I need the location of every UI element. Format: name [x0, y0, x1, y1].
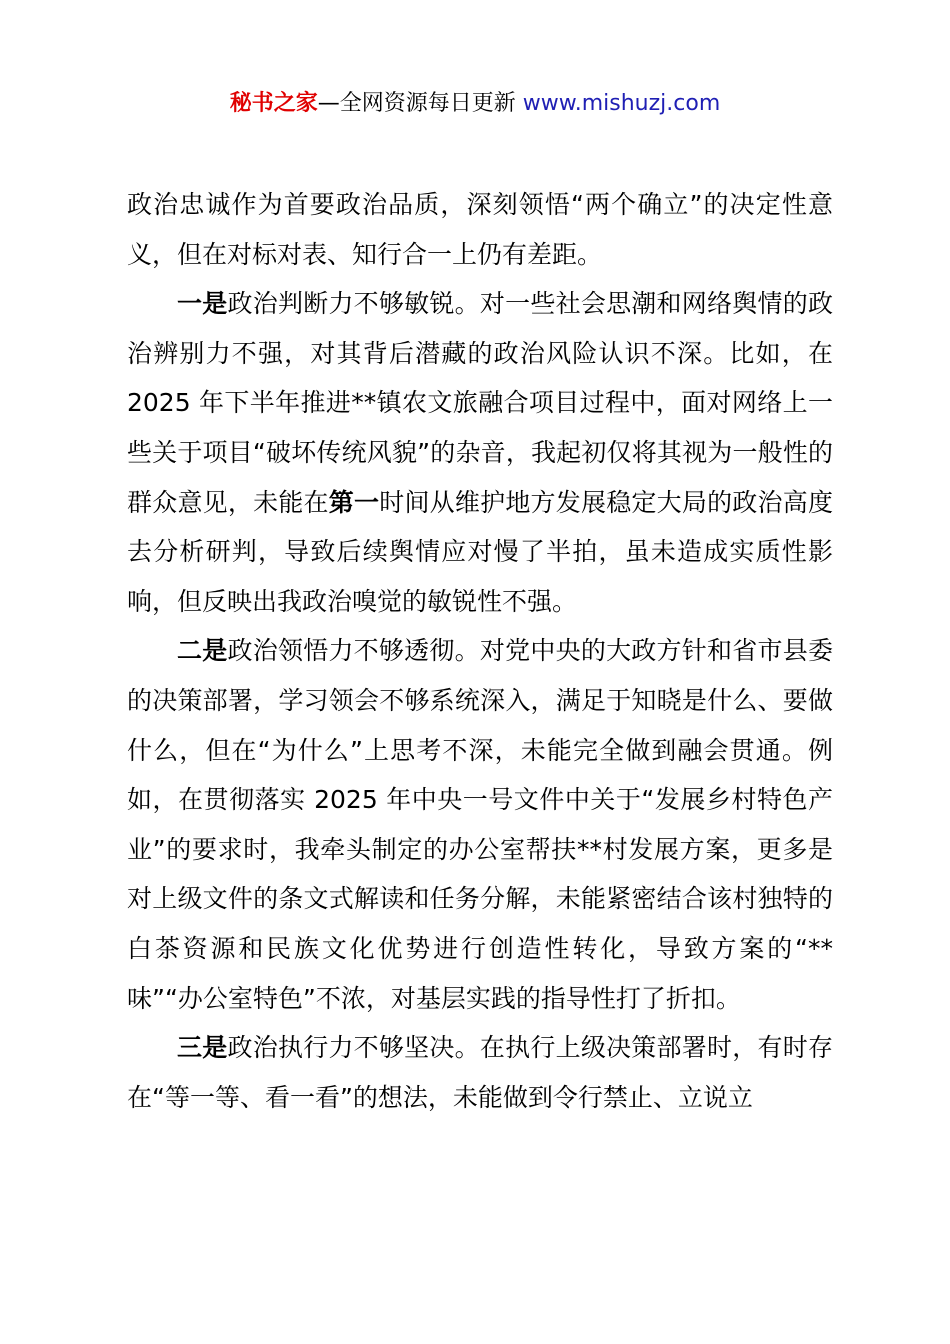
header-url[interactable]: www.mishuzj.com — [522, 91, 721, 116]
paragraph-third-point — [127, 1023, 833, 1122]
page-header — [0, 86, 950, 122]
paragraph-text: 时间从维护地方发展稳定大局的政治高度去分析研判，导致后续舆情应对慢了半拍，虽未造成实质性影响，但反映出我政治嗅觉的敏锐性不强。 — [127, 487, 833, 616]
paragraph-text: 政治判断力不够敏锐。对一些社会思潮和网络舆情的政治辨别力不强，对其背后潜藏的政治风险认识不深。比如，在 2025 年下半年推进**镇农文旅融合项目过程中，面对网络上一些关于项目“破坏传统风貌”的杂音，我起初仅将其视为一般性的群众意见，未能在 — [127, 289, 833, 517]
paragraph-second-point — [127, 626, 833, 1023]
header-slogan: —全网资源每日更新 — [317, 91, 523, 116]
paragraph-text: 政治领悟力不够透彻。对党中央的大政方针和省市县委的决策部署，学习领会不够系统深入，满足于知晓是什么、要做什么，但在“为什么”上思考不深，未能完全做到融会贯通。例如，在贯彻落实 2025 年中央一号文件中关于“发展乡村特色产业”的要求时，我牵头制定的办公室帮扶**村发展方案，更多是对上级文件的条文式解读和任务分解，未能紧密结合该村独特的白茶资源和民族文化优势进行创造性转化，导致方案的“**味”“办公室特色”不浓，对基层实践的指导性打了折扣。 — [127, 636, 833, 1013]
paragraph-text: 政治执行力不够坚决。在执行上级决策部署时，有时存在“等一等、看一看”的想法，未能做到令行禁止、立说立 — [127, 1033, 833, 1112]
point-lead-third: 三是 — [177, 1033, 228, 1063]
paragraph-intro: 政治忠诚作为首要政治品质，深刻领悟“两个确立”的决定性意义，但在对标对表、知行合一上仍有差距。 — [127, 190, 833, 269]
emphasis-text: 第一 — [328, 487, 380, 517]
paragraph-first-point — [127, 279, 833, 626]
brand-name: 秘书之家 — [229, 91, 318, 116]
point-lead-second: 二是 — [177, 636, 228, 666]
point-lead-first: 一是 — [177, 289, 228, 319]
document-body — [127, 180, 833, 1122]
